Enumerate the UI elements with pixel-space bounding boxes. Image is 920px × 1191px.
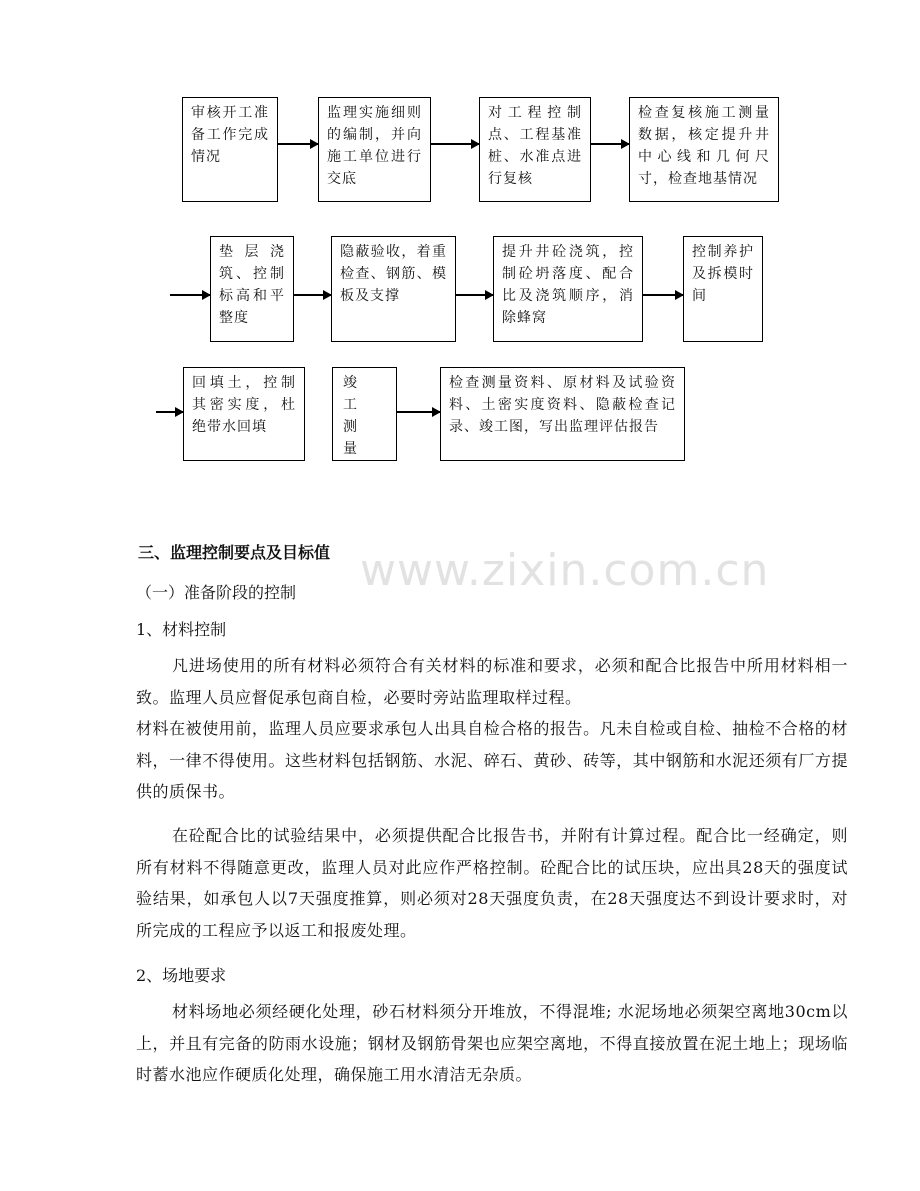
flow-box-3: 对工程控制点、工程基准桩、水准点进行复核 [479, 97, 591, 202]
watermark: www.zixin.com.cn [360, 545, 770, 596]
flow-arrow-2 [431, 143, 479, 145]
flow-arrow-1 [278, 143, 318, 145]
flow-arrow-5 [294, 294, 331, 296]
item2-paragraph-1: 材料场地必须经硬化处理，砂石材料须分开堆放，不得混堆; 水泥场地必须架空离地30cm以上，并且有完备的防雨水设施；钢材及钢筋骨架也应架空离地，不得直接放置在泥土地上；现场临时蓄水池应作硬质化处理，确保施工用水清洁无杂质。 [136, 1002, 848, 1084]
flow-box-8: 控制养护及拆模时间 [683, 236, 763, 342]
flow-arrow-7 [643, 294, 683, 296]
section-title: 三、监理控制要点及目标值 [138, 543, 331, 562]
flow-box-9: 回填土，控制其密实度，杜绝带水回填 [183, 367, 305, 461]
item1-paragraph-1: 凡进场使用的所有材料必须符合有关材料的标准和要求，必须和配合比报告中所用材料相一致。监理人员应督促承包商自检，必要时旁站监理取样过程。 [136, 656, 848, 707]
flow-box-6: 隐蔽验收，着重检查、钢筋、模板及支撑 [331, 236, 456, 342]
item2-title: 2、场地要求 [136, 966, 227, 985]
flow-box-10: 竣 工 测 量 [332, 367, 397, 461]
item1-paragraph-3: 在砼配合比的试验结果中，必须提供配合比报告书，并附有计算过程。配合比一经确定，则所有材料不得随意更改，监理人员对此应作严格控制。砼配合比的试压块，应出具28天的强度试验结果，如承包人以7天强度推算，则必须对28天强度负责，在28天强度达不到设计要求时，对所完成的工程应予以返工和报废处理。 [136, 826, 848, 940]
flow-arrow-4 [170, 294, 210, 296]
flow-arrow-3 [591, 143, 629, 145]
subsection-title: （一）准备阶段的控制 [136, 583, 297, 602]
flow-box-1: 审核开工准备工作完成情况 [182, 97, 278, 202]
flow-box-11: 检查测量资料、原材料及试验资料、土密实度资料、隐蔽检查记录、竣工图，写出监理评估报告 [440, 367, 685, 461]
flow-box-5: 垫层浇筑、控制标高和平整度 [210, 236, 294, 342]
flow-box-4: 检查复核施工测量数据，核定提升井中心线和几何尺寸，检查地基情况 [629, 97, 779, 202]
flow-arrow-9 [397, 411, 440, 413]
flow-arrow-8 [156, 411, 183, 413]
flow-arrow-6 [456, 294, 493, 296]
item1-title: 1、材料控制 [136, 620, 227, 639]
flow-box-2: 监理实施细则的编制，并向施工单位进行交底 [318, 97, 431, 202]
item1-paragraph-2: 材料在被使用前，监理人员应要求承包人出具自检合格的报告。凡未自检或自检、抽检不合格的材料，一律不得使用。这些材料包括钢筋、水泥、碎石、黄砂、砖等，其中钢筋和水泥还须有厂方提供的质保书。 [136, 719, 848, 801]
flow-box-7: 提升井砼浇筑，控制砼坍落度、配合比及浇筑顺序，消除蜂窝 [493, 236, 643, 342]
